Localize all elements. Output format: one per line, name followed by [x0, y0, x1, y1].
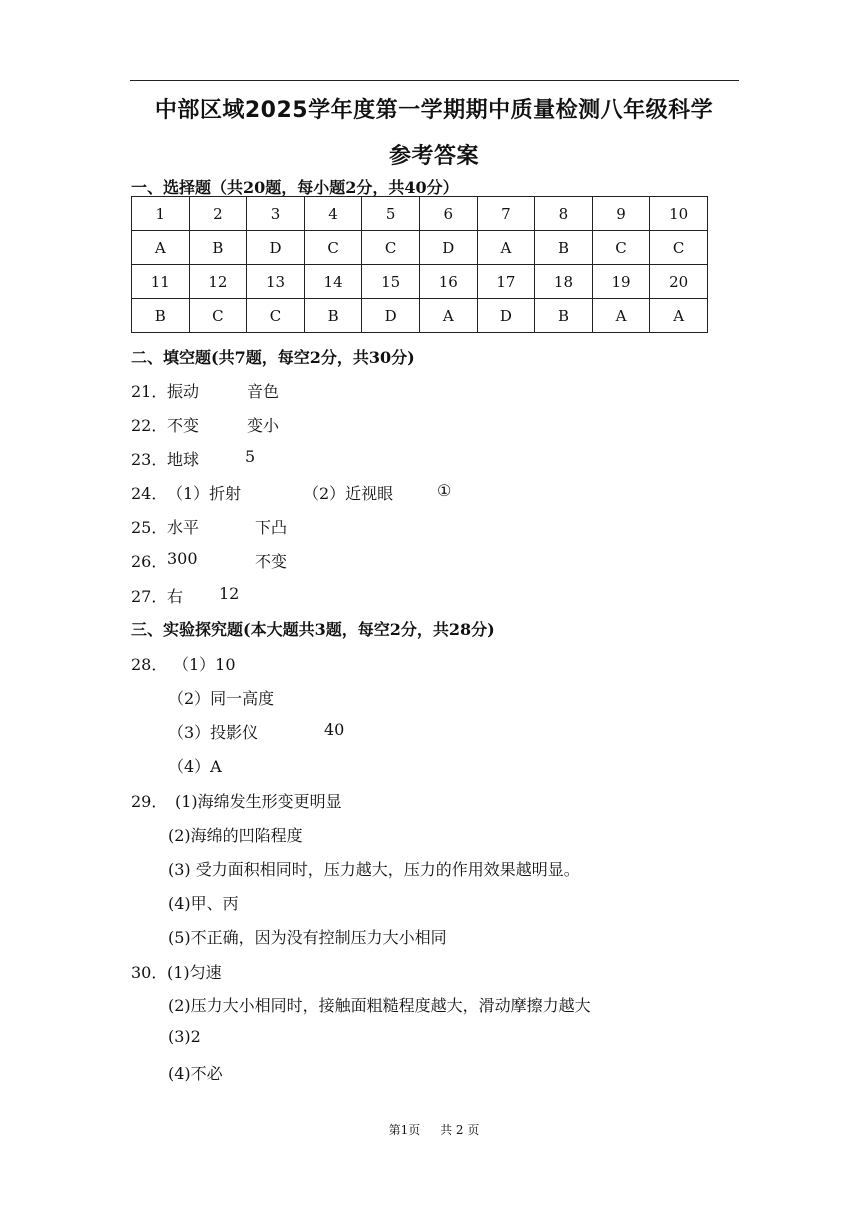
answer-cell: D [477, 299, 535, 333]
answer-text: (4)不必 [168, 1064, 223, 1083]
question-number-cell: 14 [304, 265, 362, 299]
answer-cell: C [304, 231, 362, 265]
answer-text: (3)2 [168, 1027, 201, 1046]
answer-cell: C [247, 299, 305, 333]
answer-text: (4)甲、丙 [168, 894, 239, 913]
question-number-cell: 9 [592, 197, 650, 231]
answer-text: 不变 [167, 416, 200, 435]
answer-text: (2)压力大小相同时，接触面粗糙程度越大，滑动摩擦力越大 [168, 996, 591, 1015]
question-number-cell: 2 [189, 197, 247, 231]
answer-text: （2）近视眼 [303, 484, 394, 503]
answer-cell: B [535, 299, 593, 333]
answer-cell: B [535, 231, 593, 265]
answer-text: (5)不正确，因为没有控制压力大小相同 [168, 928, 447, 947]
question-number: 24． [131, 484, 168, 503]
question-number-cell: 15 [362, 265, 420, 299]
answer-text: （3）投影仪 [168, 723, 259, 742]
answer-text: （1）折射 [167, 484, 242, 503]
question-number-cell: 3 [247, 197, 305, 231]
question-number: 29． [131, 792, 168, 811]
answer-text: 300 [167, 549, 198, 568]
answer-text: (3) 受力面积相同时，压力越大，压力的作用效果越明显。 [168, 860, 580, 879]
page-number: 第1页 [388, 1123, 421, 1137]
answer-text: 音色 [247, 382, 280, 401]
choice-answer-table [131, 196, 708, 333]
question-number-cell: 11 [132, 265, 190, 299]
question-number-cell: 20 [650, 265, 708, 299]
question-number-cell: 13 [247, 265, 305, 299]
answer-text: 地球 [167, 450, 200, 469]
answer-cell: C [650, 231, 708, 265]
question-number: 27． [131, 587, 168, 606]
question-number-cell: 1 [132, 197, 190, 231]
section-3-heading: 三、实验探究题(本大题共3题，每空2分，共28分) [131, 620, 495, 639]
question-number-cell: 19 [592, 265, 650, 299]
question-number: 30． [131, 963, 168, 982]
table-row [132, 265, 708, 299]
answer-text: （1）10 [173, 655, 236, 674]
answer-cell: D [247, 231, 305, 265]
question-number-cell: 5 [362, 197, 420, 231]
table-row [132, 197, 708, 231]
question-number: 26． [131, 552, 168, 571]
answer-text: 不变 [255, 552, 288, 571]
answer-cell: D [362, 299, 420, 333]
answer-text: 水平 [167, 518, 200, 537]
answer-cell: A [477, 231, 535, 265]
answer-text: 振动 [167, 382, 200, 401]
answer-text: (2)海绵的凹陷程度 [168, 826, 303, 845]
answer-text: (1)匀速 [167, 963, 222, 982]
answer-cell: C [592, 231, 650, 265]
table-row [132, 231, 708, 265]
question-number-cell: 10 [650, 197, 708, 231]
answer-text: ① [437, 481, 452, 500]
question-number-cell: 4 [304, 197, 362, 231]
section-2-heading: 二、填空题(共7题，每空2分，共30分) [131, 348, 415, 367]
answer-text: （2）同一高度 [168, 689, 275, 708]
answer-cell: A [132, 231, 190, 265]
question-number-cell: 7 [477, 197, 535, 231]
question-number: 21． [131, 382, 168, 401]
question-number-cell: 12 [189, 265, 247, 299]
question-number-cell: 18 [535, 265, 593, 299]
answer-text: 40 [324, 720, 345, 739]
document-subtitle: 参考答案 [388, 144, 479, 169]
question-number: 22． [131, 416, 168, 435]
answer-cell: C [189, 299, 247, 333]
page-footer [0, 1121, 868, 1138]
section-1-heading: 一、选择题（共20题，每小题2分，共40分） [131, 178, 459, 197]
answer-text: 变小 [247, 416, 280, 435]
page-total: 共 2 页 [440, 1123, 480, 1137]
question-number-cell: 17 [477, 265, 535, 299]
question-number: 25． [131, 518, 168, 537]
answer-text: 5 [245, 447, 256, 466]
answer-text: (1)海绵发生形变更明显 [175, 792, 342, 811]
question-number-cell: 8 [535, 197, 593, 231]
document-title: 中部区域2025学年度第一学期期中质量检测八年级科学 [154, 98, 714, 123]
answer-cell: A [650, 299, 708, 333]
answer-cell: A [592, 299, 650, 333]
answer-cell: C [362, 231, 420, 265]
table-row [132, 299, 708, 333]
answer-cell: B [304, 299, 362, 333]
answer-text: 右 [167, 587, 184, 606]
answer-cell: A [419, 299, 477, 333]
answer-text: （4）A [168, 757, 222, 776]
question-number: 23． [131, 450, 168, 469]
question-number: 28． [131, 655, 168, 674]
answer-cell: B [189, 231, 247, 265]
answer-text: 下凸 [255, 518, 288, 537]
answer-text: 12 [219, 584, 240, 603]
question-number-cell: 6 [419, 197, 477, 231]
answer-cell: D [419, 231, 477, 265]
question-number-cell: 16 [419, 265, 477, 299]
header-rule [130, 80, 739, 81]
answer-cell: B [132, 299, 190, 333]
